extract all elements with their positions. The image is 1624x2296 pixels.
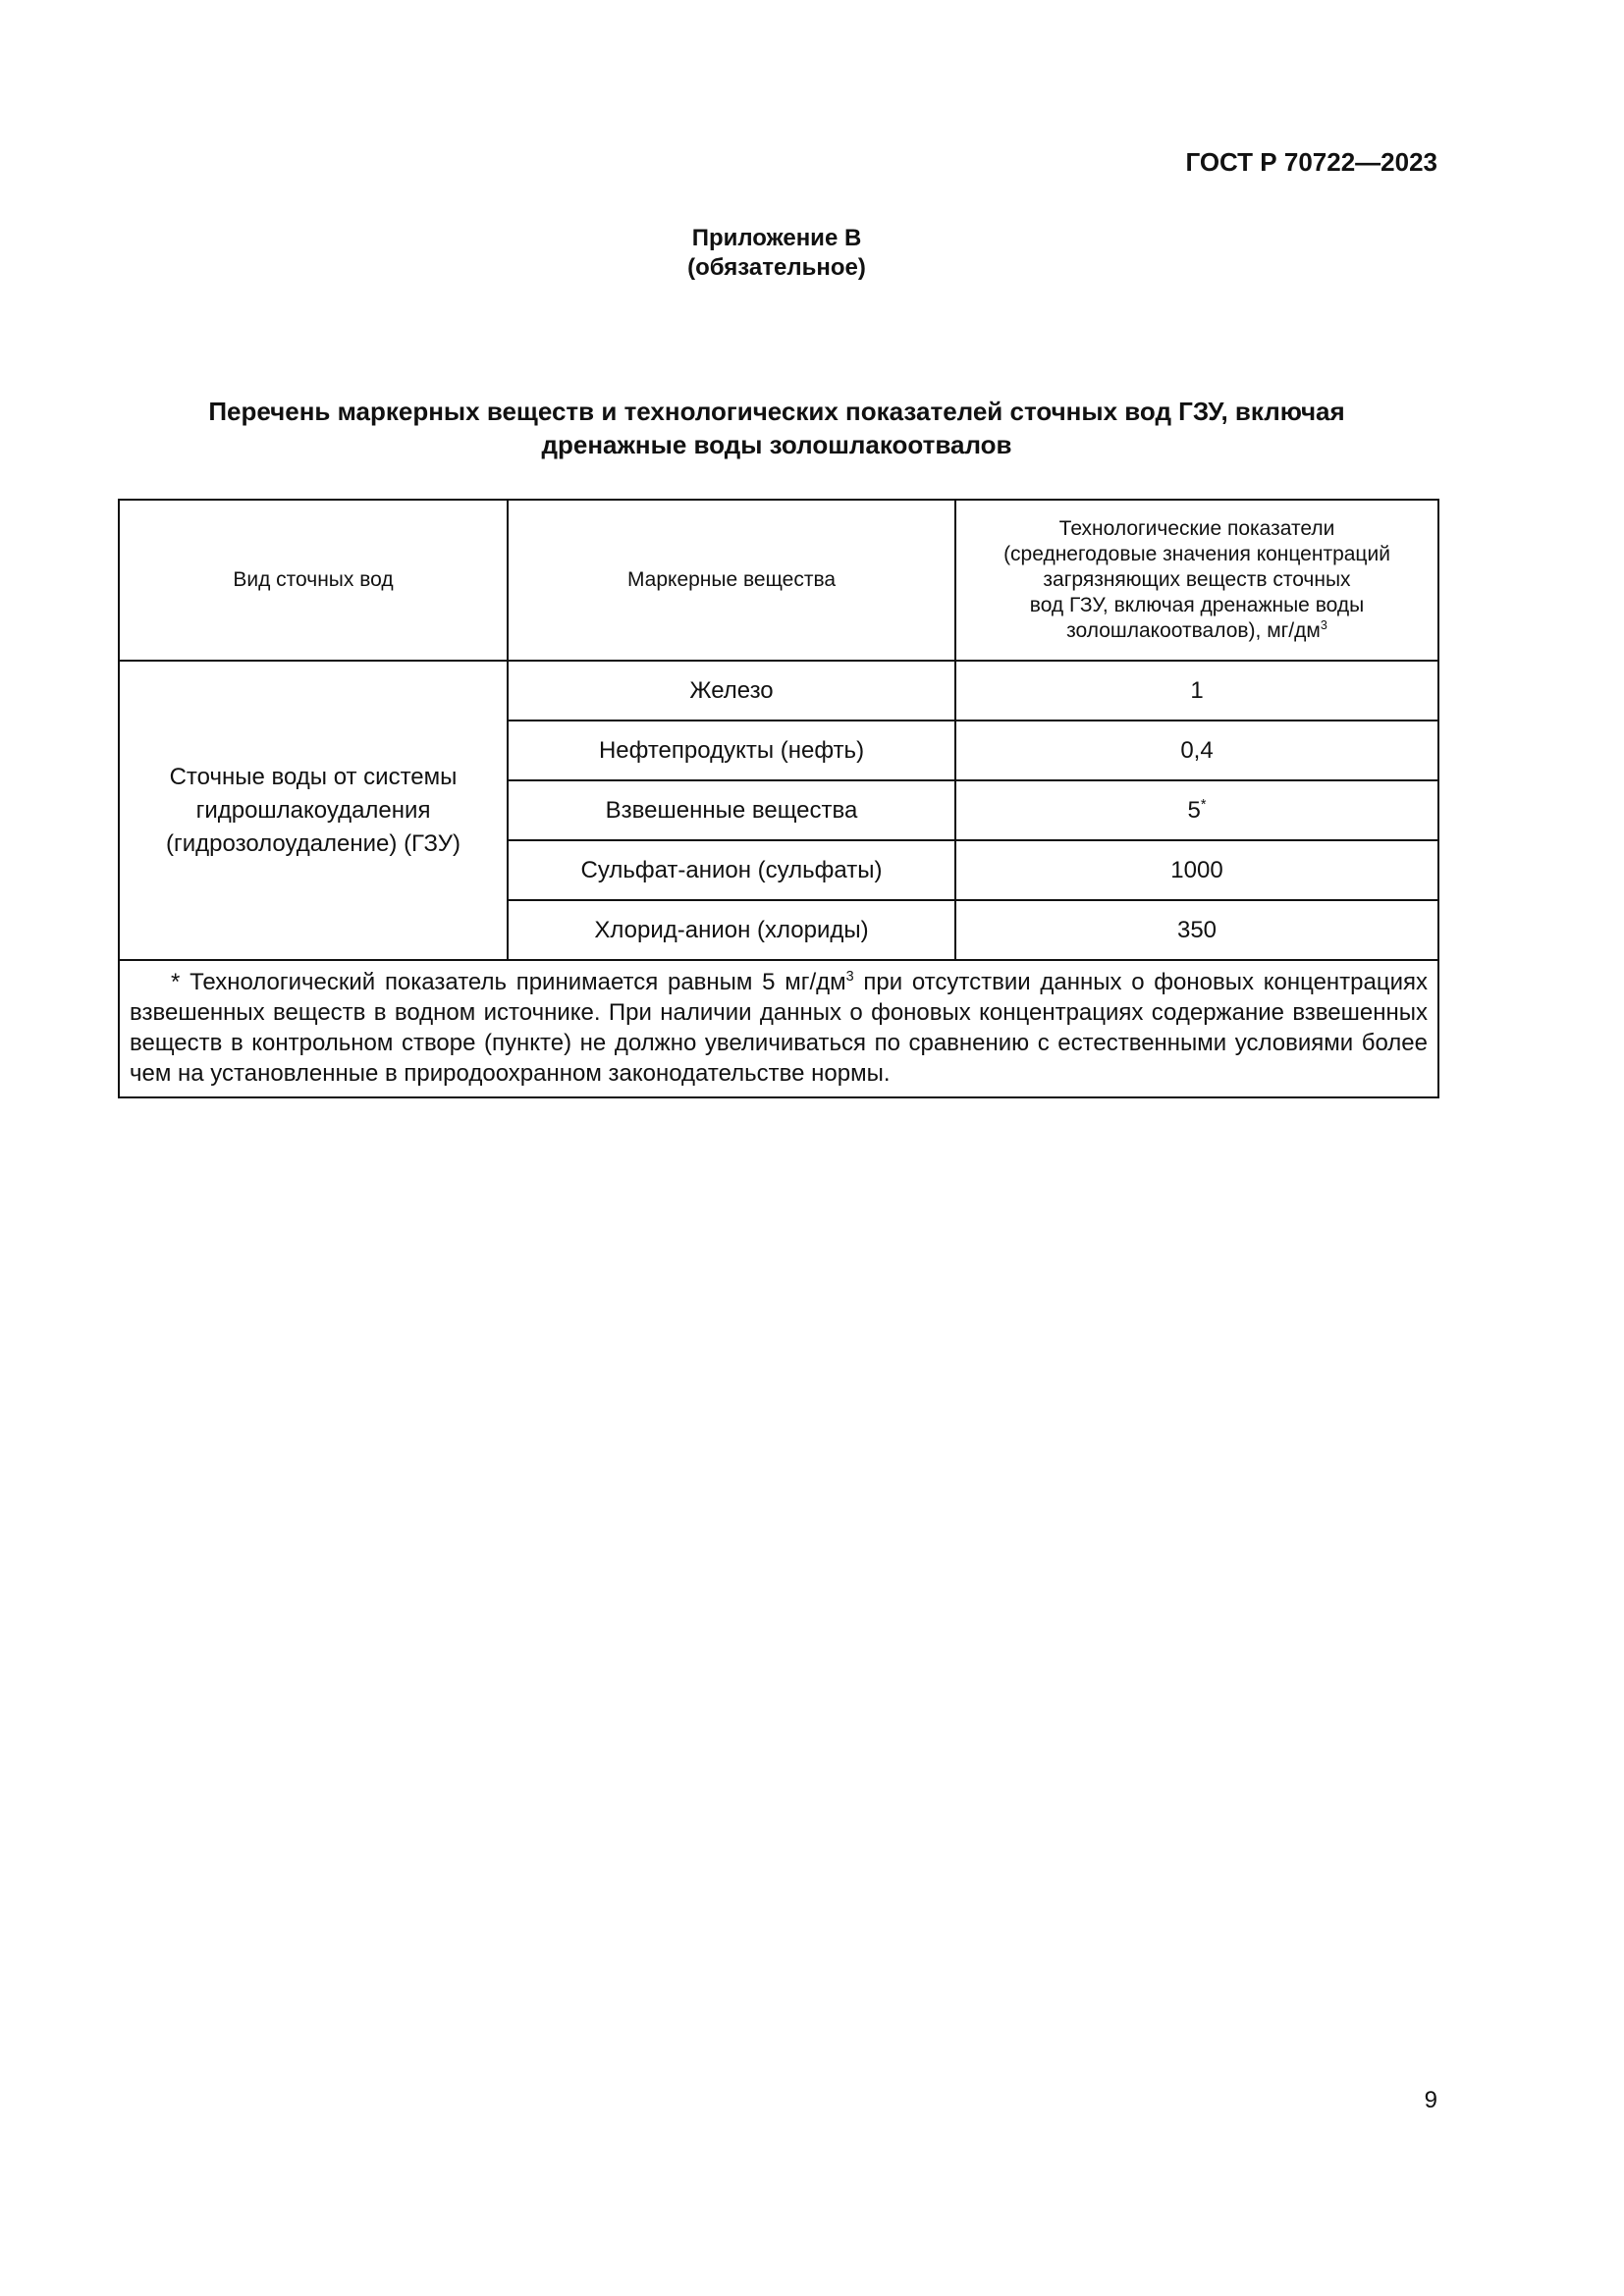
table-title-line-2: дренажные воды золошлакоотвалов [541,430,1012,459]
header-unit-superscript: 3 [1320,618,1327,632]
substance-cell: Железо [508,661,955,721]
value-cell: 1 [955,661,1438,721]
substance-cell: Нефтепродукты (нефть) [508,721,955,780]
value-cell: 1000 [955,840,1438,900]
footnote-text-part-1: * Технологический показатель принимается равным 5 мг/дм [171,969,846,995]
footnote-marker: * [1200,796,1207,813]
header-indicators-line-1: Технологические показатели [1058,517,1335,540]
marker-substances-table [118,499,1439,1098]
footnote-cell [119,960,1438,1097]
footnote-text-part-2: при отсутствии данных о фоновых концентрациях взвешенных веществ в водном источнике. При наличии данных о фоновых концентрациях содержание взвешенных веществ в контрольном створе (пункте) не должно увеличиваться по сравнению с естественными условиями более чем на установленные в природоохранном законодательстве нормы. [130,969,1428,1087]
table-title [118,395,1435,461]
header-technological-indicators [955,500,1438,661]
value-cell [955,780,1438,840]
header-indicators-line-2: (среднегодовые значения концентраций [1003,543,1390,565]
table-title-line-1: Перечень маркерных веществ и технологических показателей сточных вод ГЗУ, включая [208,397,1345,426]
substance-cell: Хлорид-анион (хлориды) [508,900,955,960]
value-cell: 0,4 [955,721,1438,780]
table-row [119,661,1438,721]
substance-cell: Взвешенные вещества [508,780,955,840]
annex-title: Приложение В [691,225,862,251]
annex-status: (обязательное) [687,254,866,281]
header-indicators-line-3: загрязняющих веществ сточных [1043,568,1351,591]
page-number: 9 [1424,2087,1437,2113]
wastewater-type-cell [119,661,508,960]
header-indicators-line-5 [964,618,1430,644]
wastewater-type-line-2: гидрошлакоудаления [195,796,431,824]
substance-cell: Сульфат-анион (сульфаты) [508,840,955,900]
header-wastewater-type: Вид сточных вод [119,500,508,661]
header-marker-substances: Маркерные вещества [508,500,955,661]
wastewater-type-line-1: Сточные воды от системы [169,763,458,790]
annex-heading [118,224,1435,283]
footnote-superscript: 3 [845,969,854,985]
wastewater-type-line-3: (гидрозолоудаление) (ГЗУ) [166,829,460,857]
header-indicators-line-4: вод ГЗУ, включая дренажные воды [1029,594,1365,616]
document-code: ГОСТ Р 70722—2023 [1185,147,1437,177]
header-indicators-unit: золошлакоотвалов), мг/дм [1066,619,1321,642]
value-cell: 350 [955,900,1438,960]
value-text: 5 [1187,796,1201,824]
table-header-row [119,500,1438,661]
footnote-row [119,960,1438,1097]
